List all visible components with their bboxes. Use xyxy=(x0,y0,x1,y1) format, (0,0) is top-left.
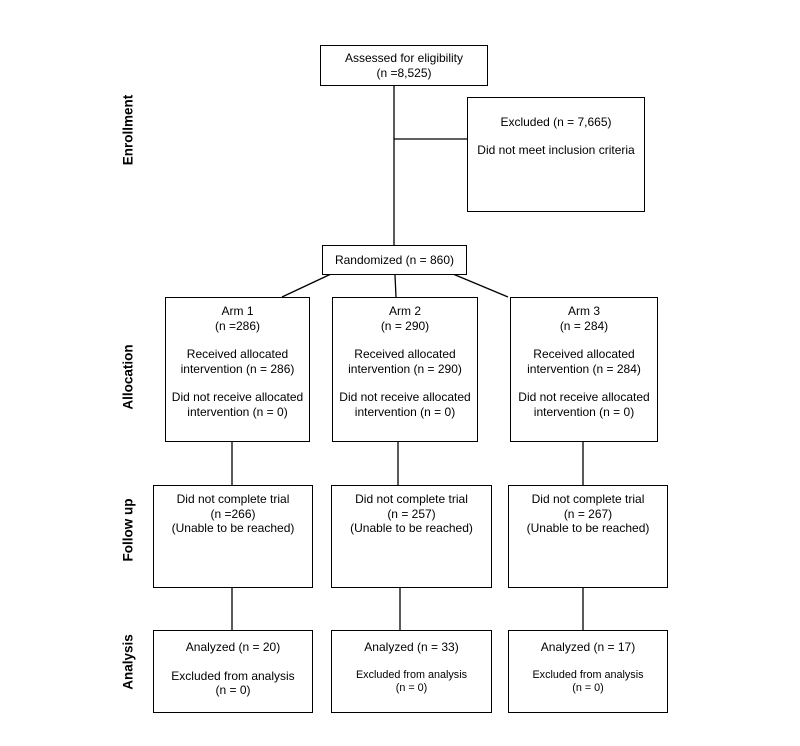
stage-label-allocation: Allocation xyxy=(120,344,136,410)
arm-2-not-received-line1: Did not receive allocated xyxy=(339,390,471,404)
randomized-box xyxy=(322,245,467,275)
analysis-2-excluded-line1: Excluded from analysis xyxy=(355,668,468,681)
arm-1-received-line2: intervention (n = 286) xyxy=(180,361,295,376)
arm-3-not-received-line2: intervention (n = 0) xyxy=(533,404,635,419)
arm-1-not-received-line2: intervention (n = 0) xyxy=(187,404,288,419)
randomized-n: Randomized (n = 860) xyxy=(334,252,455,267)
stage-label-enrollment: Enrollment xyxy=(120,94,136,166)
followup-2-reason: (Unable to be reached) xyxy=(350,521,473,535)
analysis-3-excluded-line1: Excluded from analysis xyxy=(532,668,644,681)
arm-3-box xyxy=(510,297,658,442)
arm-1-n: (n =286) xyxy=(214,318,261,333)
followup-3-reason: (Unable to be reached) xyxy=(526,521,650,535)
analysis-1-analyzed: Analyzed (n = 20) xyxy=(185,640,281,654)
arm-2-title: Arm 2 xyxy=(388,304,421,318)
followup-2-line1: Did not complete trial xyxy=(355,492,468,506)
excluded-box xyxy=(467,97,645,212)
followup-3-n: (n = 267) xyxy=(563,506,613,521)
followup-1-n: (n =266) xyxy=(210,506,256,521)
followup-3-line1: Did not complete trial xyxy=(531,492,645,506)
arm-1-title: Arm 1 xyxy=(221,304,254,318)
arm-3-received-line2: intervention (n = 284) xyxy=(527,361,641,376)
arm-3-n: (n = 284) xyxy=(559,318,609,333)
arm-1-box xyxy=(165,297,310,442)
analysis-1-excluded-line2: (n = 0) xyxy=(215,683,251,697)
arm-2-box xyxy=(332,297,478,442)
analysis-1-box xyxy=(153,630,313,713)
arm-2-n: (n = 290) xyxy=(380,318,430,333)
arm-2-not-received-line2: intervention (n = 0) xyxy=(354,404,456,419)
arm-3-received-line1: Received allocated xyxy=(533,347,635,361)
arm-3-not-received-line1: Did not receive allocated xyxy=(518,390,650,404)
stage-label-followup: Follow up xyxy=(120,498,136,562)
arm-3-title: Arm 3 xyxy=(567,304,600,318)
analysis-3-analyzed: Analyzed (n = 17) xyxy=(540,640,636,654)
analysis-3-excluded-line2: (n = 0) xyxy=(572,681,604,694)
arm-2-received-line2: intervention (n = 290) xyxy=(348,361,462,376)
followup-3-box xyxy=(508,485,668,588)
followup-2-box xyxy=(331,485,492,588)
stage-label-analysis: Analysis xyxy=(120,634,136,690)
connector-randomized-arm3 xyxy=(453,274,508,297)
analysis-2-analyzed: Analyzed (n = 33) xyxy=(364,640,459,654)
followup-1-reason: (Unable to be reached) xyxy=(171,521,295,535)
analysis-2-excluded-line2: (n = 0) xyxy=(395,681,428,694)
analysis-1-excluded-line1: Excluded from analysis xyxy=(171,668,295,683)
arm-1-not-received-line1: Did not receive allocated xyxy=(171,390,304,404)
excluded-reason: Did not meet inclusion criteria xyxy=(477,142,635,157)
followup-2-n: (n = 257) xyxy=(387,506,436,521)
analysis-2-box xyxy=(331,630,492,713)
followup-1-line1: Did not complete trial xyxy=(176,492,290,506)
arm-1-received-line1: Received allocated xyxy=(186,347,289,361)
arm-2-received-line1: Received allocated xyxy=(354,347,456,361)
assessed-eligibility-text: Assessed for eligibility xyxy=(344,51,464,65)
assessed-eligibility-n: (n =8,525) xyxy=(376,65,432,80)
assessed-eligibility-box xyxy=(320,45,488,86)
followup-1-box xyxy=(153,485,313,588)
connector-randomized-arm2 xyxy=(395,275,396,297)
analysis-3-box xyxy=(508,630,668,713)
connector-randomized-arm1 xyxy=(282,274,331,297)
excluded-n: Excluded (n = 7,665) xyxy=(500,115,612,129)
